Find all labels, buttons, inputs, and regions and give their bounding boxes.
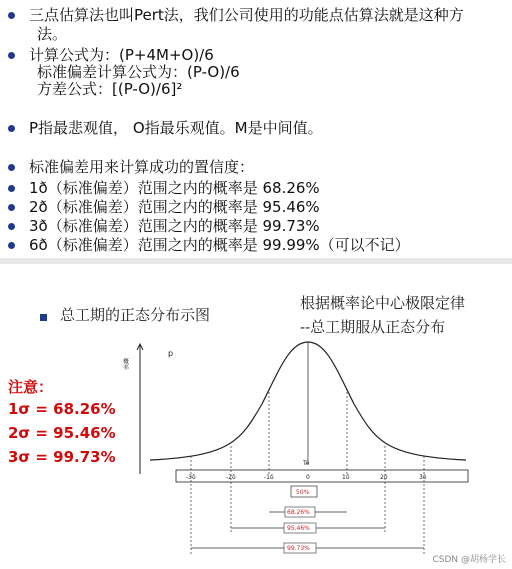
tick-minus2: -2δ [226,474,236,481]
tick-zero: 0 [306,474,310,481]
bullet-dot [8,223,15,230]
tick-plus2: 2δ [380,474,388,481]
text-section [0,0,512,258]
bullet-dot [8,242,15,249]
sigma3-text: 3ð（标准偏差）范围之内的概率是 99.73% [29,217,320,235]
tick-minus1: -1δ [264,474,274,481]
distribution-section [0,264,512,569]
bullet-3sigma [8,217,320,236]
pert-text-line2: 法。 [37,25,68,43]
note-label: 注意： [8,378,54,396]
sigma2-text: 2ð（标准偏差）范围之内的概率是 95.46% [29,198,320,216]
std-text: 标准偏差用来计算成功的置信度： [29,158,255,176]
pct-99-label: 99.73% [287,545,310,552]
y-axis-label: 概率 [121,358,129,370]
bullet-2sigma [8,198,320,217]
tick-minus3: -3δ [186,474,196,481]
bullet-dot [8,125,15,132]
pct-95-label: 95.46% [287,525,310,532]
sigma1-text: 1ð（标准偏差）范围之内的概率是 68.26% [29,179,320,197]
note-1sigma: 1σ = 68.26% [8,400,116,418]
formula-line2: 标准偏差计算公式为：(P-O)/6 [37,63,240,81]
bullet-dot [8,204,15,211]
formula-line1: 计算公式为：(P+4M+O)/6 [29,46,214,64]
pct-68-label: 68.26% [287,509,310,516]
bullet-6sigma [8,236,410,255]
note-3sigma: 3σ = 99.73% [8,448,116,466]
p-label: p [168,349,174,358]
watermark: CSDN @胡杨学长 [432,555,506,565]
bullet-1sigma [8,179,320,198]
bullet-std [8,158,254,177]
note-2sigma: 2σ = 95.46% [8,424,116,442]
formula-line3: 方差公式：[(P-O)/6]² [37,80,183,98]
tick-plus1: 1δ [342,474,350,481]
theory-line1: 根据概率论中心极限定律 [300,294,466,312]
pct-50-label: 50% [296,489,310,496]
distribution-title: 总工期的正态分布示图 [60,306,211,324]
sigma6-text: 6ð（标准偏差）范围之内的概率是 99.99%（可以不记） [29,236,410,254]
tick-plus3: 3δ [419,474,427,481]
pom-text: P指最悲观值， O指最乐观值。M是中间值。 [29,119,323,137]
pert-text-line1: 三点估算法也叫Pert法，我们公司使用的功能点估算法就是这种方 [29,6,464,24]
theory-line2: --总工期服从正态分布 [300,318,446,336]
bullet-dot [8,12,15,19]
bullet-dot [8,185,15,192]
bullet-pom [8,119,323,138]
te-label: Te [303,460,310,467]
bullet-dot [8,164,15,171]
bullet-dot [8,52,15,59]
normal-distribution-diagram [0,264,512,569]
bullet-pert [8,6,464,25]
